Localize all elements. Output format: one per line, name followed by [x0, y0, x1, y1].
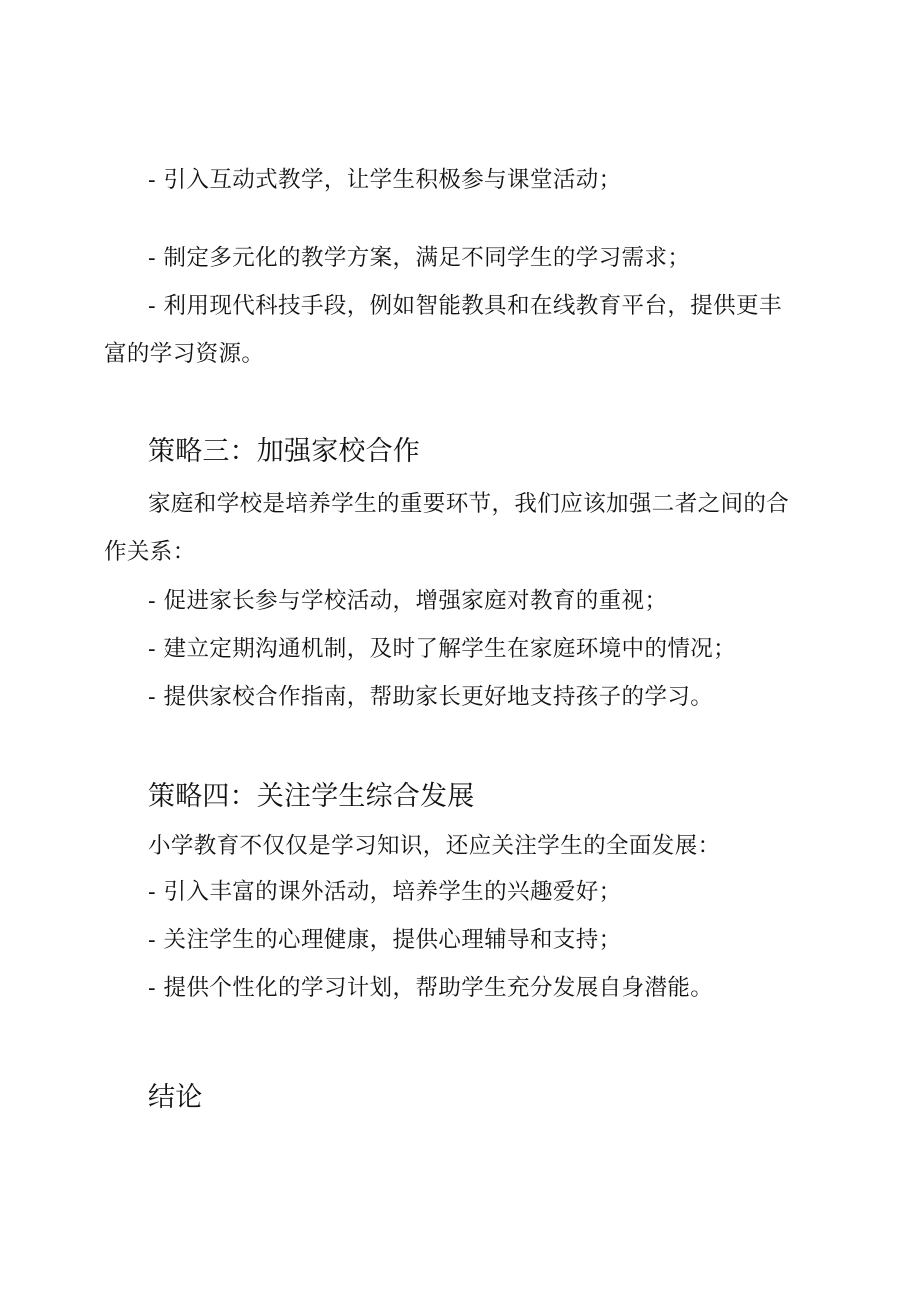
section3-bullet-parent-participation: - 促进家长参与学校活动，增强家庭对教育的重视； — [148, 588, 668, 614]
conclusion-heading: 结论 — [148, 1082, 203, 1113]
bullet-diverse-plans: - 制定多元化的教学方案，满足不同学生的学习需求； — [148, 245, 691, 271]
section4-bullet-mental-health: - 关注学生的心理健康，提供心理辅导和支持； — [148, 927, 622, 953]
bullet-interactive-teaching: - 引入互动式教学，让学生积极参与课堂活动； — [148, 167, 622, 193]
section4-bullet-personalized: - 提供个性化的学习计划，帮助学生充分发展自身潜能。 — [148, 975, 714, 1001]
section3-bullet-guide: - 提供家校合作指南，帮助家长更好地支持孩子的学习。 — [148, 684, 714, 710]
section3-bullet-communication: - 建立定期沟通机制，及时了解学生在家庭环境中的情况； — [148, 636, 737, 662]
section4-bullet-activities: - 引入丰富的课外活动，培养学生的兴趣爱好； — [148, 879, 622, 905]
section4-heading: 策略四：关注学生综合发展 — [148, 781, 475, 812]
section4-intro: 小学教育不仅仅是学习知识，还应关注学生的全面发展： — [148, 833, 721, 859]
bullet-modern-tech-line1: - 利用现代科技手段，例如智能教具和在线教育平台，提供更丰 — [148, 293, 782, 319]
section3-intro-line1: 家庭和学校是培养学生的重要环节，我们应该加强二者之间的合 — [148, 491, 790, 517]
section3-heading: 策略三：加强家校合作 — [148, 436, 420, 467]
section3-intro-line2: 作关系： — [104, 539, 196, 565]
bullet-modern-tech-line2: 富的学习资源。 — [104, 341, 265, 367]
